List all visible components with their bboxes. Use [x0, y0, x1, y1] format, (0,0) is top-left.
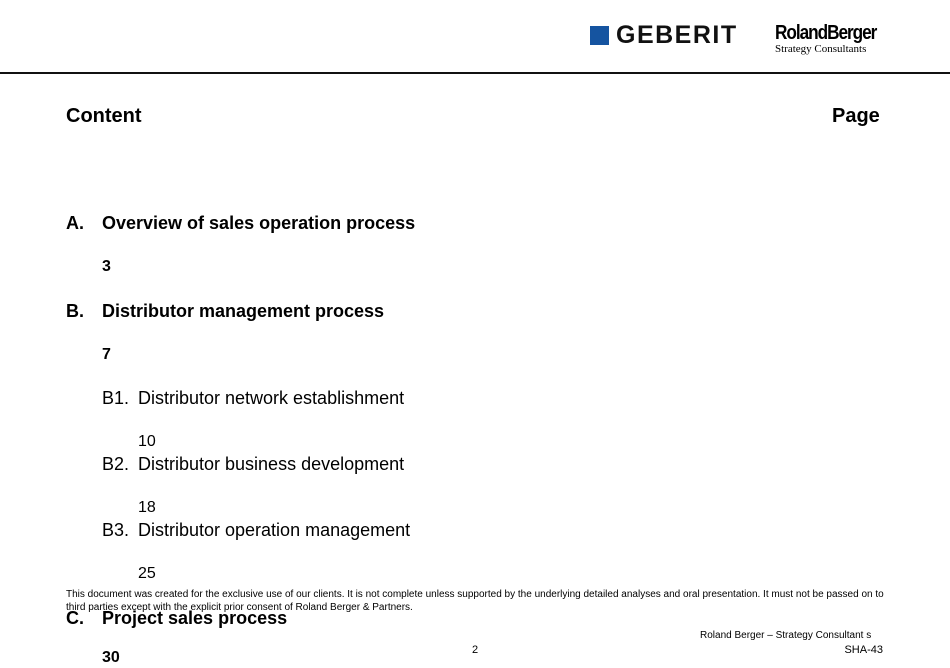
toc-b1-letter: B1.	[102, 388, 130, 408]
page-number: 2	[472, 644, 479, 656]
toc-b-title: Distributor management process	[102, 301, 385, 321]
toc-a-page: 3	[102, 258, 111, 275]
toc-b2-letter: B2.	[102, 454, 130, 474]
toc-b-letter: B.	[66, 301, 84, 321]
toc-a-title: Overview of sales operation process	[102, 213, 416, 233]
footer-company: Roland Berger – Strategy Consultant s	[700, 630, 872, 641]
toc-b1-title: Distributor network establishment	[138, 388, 405, 408]
geberit-logo-icon	[590, 26, 609, 45]
roland-berger-logo: RolandBerger	[775, 22, 877, 44]
toc-c-title: Project sales process	[102, 608, 288, 628]
toc-b3-page: 25	[138, 565, 156, 582]
toc-c-page: 30	[102, 649, 120, 666]
header-bar	[0, 0, 950, 74]
disclaimer-text: This document was created for the exclusive use of our clients. It is not complete unless supported by the underlying detailed analyses and oral presentation. It must not be passed on to third parties except with the explicit prior consent of Roland Berger & Partners.	[66, 589, 884, 613]
document-code: SHA-43	[844, 644, 883, 656]
page-column-title: Page	[832, 105, 880, 127]
toc-b-page: 7	[102, 346, 111, 363]
toc-b3-letter: B3.	[102, 520, 130, 540]
geberit-logo: GEBERIT	[616, 21, 738, 49]
toc-b2-page: 18	[138, 499, 156, 516]
toc-b2-title: Distributor business development	[138, 454, 405, 474]
roland-berger-tagline: Strategy Consultants	[775, 43, 867, 55]
content-title: Content	[66, 105, 142, 127]
toc-c-letter: C.	[66, 608, 84, 628]
toc-b3-title: Distributor operation management	[138, 520, 411, 540]
toc-b1-page: 10	[138, 433, 156, 450]
toc-a-letter: A.	[66, 213, 84, 233]
